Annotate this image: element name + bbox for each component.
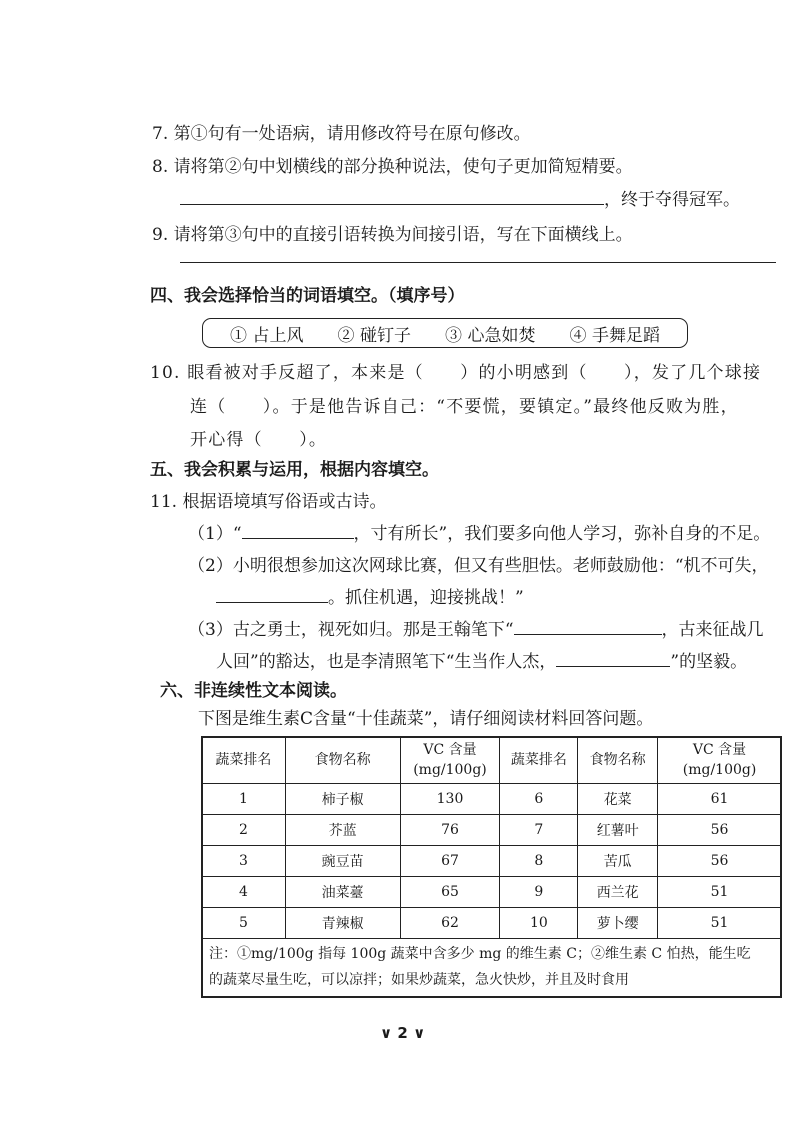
table-cell: 62: [400, 908, 500, 939]
part-text: ，寸有所长”，我们要多向他人学习，弥补自身的不足。: [353, 524, 771, 544]
answer-blank[interactable]: [242, 520, 354, 539]
option-1: ① 占上风: [230, 325, 304, 346]
question-text: 请将第②句中划横线的部分换种说法，使句子更加简短精要。: [173, 157, 633, 177]
question-text: 请将第③句中的直接引语转换为间接引语，写在下面横线上。: [173, 225, 633, 245]
part-text: ”的坚毅。: [670, 652, 748, 672]
option-2: ② 碰钉子: [337, 325, 411, 346]
table-cell: 花菜: [578, 784, 658, 815]
part-text: （1）“: [188, 524, 242, 544]
header-rank: 蔬菜排名: [500, 737, 578, 784]
question-number: 11.: [150, 492, 178, 512]
question-7: [152, 121, 531, 147]
question-9: [152, 222, 633, 248]
option-3: ③ 心急如焚: [445, 325, 536, 346]
question-8: [152, 154, 633, 180]
answer-blank[interactable]: [216, 584, 328, 603]
table-cell: 油菜薹: [285, 877, 400, 908]
table-cell: 7: [500, 815, 578, 846]
table-row: [202, 815, 782, 846]
question-8-answer-line: [180, 186, 740, 213]
header-vc-title: VC 含量: [692, 742, 747, 758]
table-cell: 红薯叶: [578, 815, 658, 846]
question-11-part-2-line-2: [216, 584, 524, 611]
question-number: 10.: [150, 363, 181, 383]
table-cell: 76: [400, 815, 500, 846]
question-10-line-2: 连（ ）。于是他告诉自己：“不要慌，要镇定。”最终他反败为胜，: [190, 397, 739, 417]
note-line: 注：①mg/100g 指每 100g 蔬菜中含多少 mg 的维生素 C；②维生素 C 怕热，能生吃: [209, 946, 751, 962]
table-cell: 65: [400, 877, 500, 908]
table-row: [202, 908, 782, 939]
question-text: 第①句有一处语病，请用修改符号在原句修改。: [173, 124, 531, 144]
question-text: 眼看被对手反超了，本来是（ ）的小明感到（ ），发了几个球接: [187, 363, 762, 383]
section-4-title: 四、我会选择恰当的词语填空。（填序号）: [150, 286, 465, 306]
question-10-line-1: [150, 360, 761, 386]
table-cell: 西兰花: [578, 877, 658, 908]
part-text: ，古来征战几: [661, 620, 764, 640]
table-cell: 青辣椒: [285, 908, 400, 939]
table-cell: 4: [202, 877, 286, 908]
table-header-row: [202, 737, 782, 784]
header-vc-title: VC 含量: [423, 742, 477, 758]
table-cell: 1: [202, 784, 286, 815]
header-vc: [658, 737, 782, 784]
part-text: （3）古之勇士，视死如归。那是王翰笔下“: [188, 620, 514, 640]
header-vc-unit: (mg/100g): [682, 762, 757, 778]
header-rank: 蔬菜排名: [202, 737, 286, 784]
table-cell: 柿子椒: [285, 784, 400, 815]
header-food: 食物名称: [578, 737, 658, 784]
table-cell: 10: [500, 908, 578, 939]
question-10-line-3: 开心得（ ）。: [190, 430, 328, 450]
page-number-value: 2: [397, 1024, 408, 1042]
table-row: [202, 846, 782, 877]
word-options-box: [202, 318, 688, 348]
table-cell: 61: [658, 784, 782, 815]
question-number: 9.: [152, 225, 169, 245]
section-6-title: 六、非连续性文本阅读。: [160, 681, 347, 701]
table-cell: 56: [658, 815, 782, 846]
header-vc-unit: (mg/100g): [413, 762, 487, 778]
question-11-part-2: （2）小明很想参加这次网球比赛，但又有些胆怯。老师鼓励他：“机不可失，: [188, 556, 769, 576]
table-cell: 萝卜缨: [578, 908, 658, 939]
question-11-part-3: [188, 616, 764, 643]
part-text: 人回”的豁达，也是李清照笔下“生当作人杰，: [216, 652, 557, 672]
answer-blank[interactable]: [180, 262, 776, 263]
question-11-part-1: [188, 520, 770, 547]
table-row: [202, 877, 782, 908]
table-cell: 67: [400, 846, 500, 877]
table-cell: 51: [658, 877, 782, 908]
question-number: 7.: [152, 124, 169, 144]
question-11: [150, 489, 386, 515]
note-line: 的蔬菜尽量生吃，可以凉拌；如果炒蔬菜，急火快炒，并且及时食用: [209, 972, 629, 988]
table-cell: 130: [400, 784, 500, 815]
header-food: 食物名称: [285, 737, 400, 784]
answer-blank[interactable]: [514, 616, 662, 635]
table-cell: 9: [500, 877, 578, 908]
table-cell: 豌豆苗: [285, 846, 400, 877]
table-cell: 56: [658, 846, 782, 877]
question-11-part-3-line-2: [216, 648, 747, 675]
part-text: 。抓住机遇，迎接挑战！”: [328, 588, 524, 608]
page-number: ∨ 2 ∨: [380, 1024, 426, 1042]
option-4: ④ 手舞足蹈: [569, 325, 660, 346]
table-cell: 3: [202, 846, 286, 877]
table-row: [202, 784, 782, 815]
table-cell: 苦瓜: [578, 846, 658, 877]
table-cell: 8: [500, 846, 578, 877]
header-vc: [400, 737, 500, 784]
vitamin-c-table: [201, 736, 782, 939]
answer-blank[interactable]: [556, 648, 670, 667]
section-6-intro: 下图是维生素C含量“十佳蔬菜”，请仔细阅读材料回答问题。: [198, 709, 654, 729]
table-cell: 6: [500, 784, 578, 815]
answer-blank[interactable]: [180, 186, 604, 205]
table-cell: 2: [202, 815, 286, 846]
sentence-tail: ，终于夺得冠军。: [604, 190, 740, 210]
question-text: 根据语境填写俗语或古诗。: [182, 492, 387, 512]
table-cell: 芥蓝: [285, 815, 400, 846]
question-number: 8.: [152, 157, 169, 177]
table-note: [203, 939, 778, 995]
table-cell: 51: [658, 908, 782, 939]
table-cell: 5: [202, 908, 286, 939]
section-5-title: 五、我会积累与运用，根据内容填空。: [150, 460, 439, 480]
